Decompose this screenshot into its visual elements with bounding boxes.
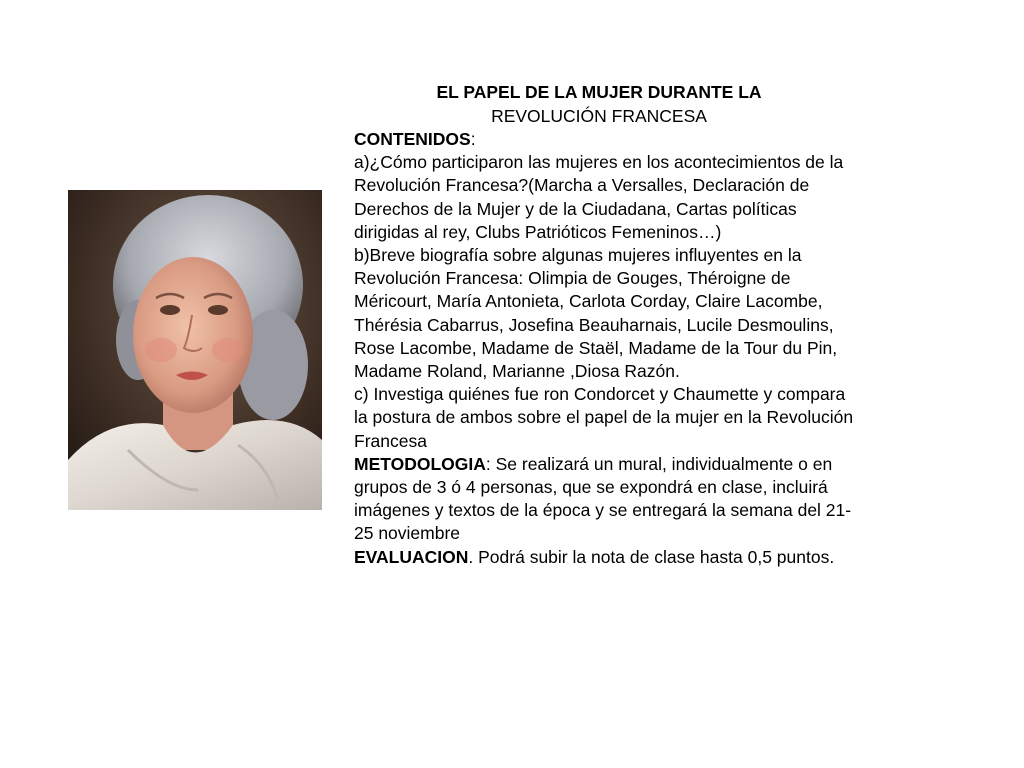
evaluacion-heading: EVALUACION [354, 546, 469, 567]
document-body [354, 80, 854, 569]
contenidos-item-a: a)¿Cómo participaron las mujeres en los acontecimientos de la Revolución Francesa?(Marcha a Versalles, Declaración de Derechos de la Mujer y de la Ciudadana, Cartas políticas dirigidas al rey, Clubs Patrióticos Femeninos…) [354, 152, 844, 242]
page-title: EL PAPEL DE LA MUJER DURANTE LA [436, 82, 762, 102]
portrait-image [68, 190, 322, 510]
contenidos-heading: CONTENIDOS [354, 129, 471, 149]
metodologia-heading: METODOLOGIA [354, 453, 486, 474]
metodologia-paragraph [354, 453, 854, 546]
contenidos-item-c: c) Investiga quiénes fue ron Condorcet y Chaumette y compara la postura de ambos sobre el papel de la mujer en la Revolución Francesa [354, 384, 854, 451]
evaluacion-paragraph [354, 546, 854, 569]
metodologia-text: : Se realizará un mural, individualmente o en grupos de 3 ó 4 personas, que se expondrá en clase, incluirá imágenes y textos de la época y se entregará la semana del 21-25 noviembre [354, 453, 852, 544]
evaluacion-text: . Podrá subir la nota de clase hasta 0,5 puntos. [468, 546, 835, 567]
page-subtitle: REVOLUCIÓN FRANCESA [491, 106, 707, 126]
contenidos-section-heading [354, 128, 854, 151]
portrait-painting-graphic [68, 190, 322, 510]
contenidos-heading-suffix: : [470, 129, 476, 149]
contenidos-item-b: b)Breve biografía sobre algunas mujeres influyentes en la Revolución Francesa: Olimpia de Gouges, Théroigne de Méricourt, María Antonieta, Carlota Corday, Claire Lacombe, Thérésia Cabarrus, Josefina Beauharnais, Lucile Desmoulins, Rose Lacombe, Madame de Staël, Madame de la Tour du Pin, Madame Roland, Marianne ,Diosa Razón. [354, 245, 838, 382]
